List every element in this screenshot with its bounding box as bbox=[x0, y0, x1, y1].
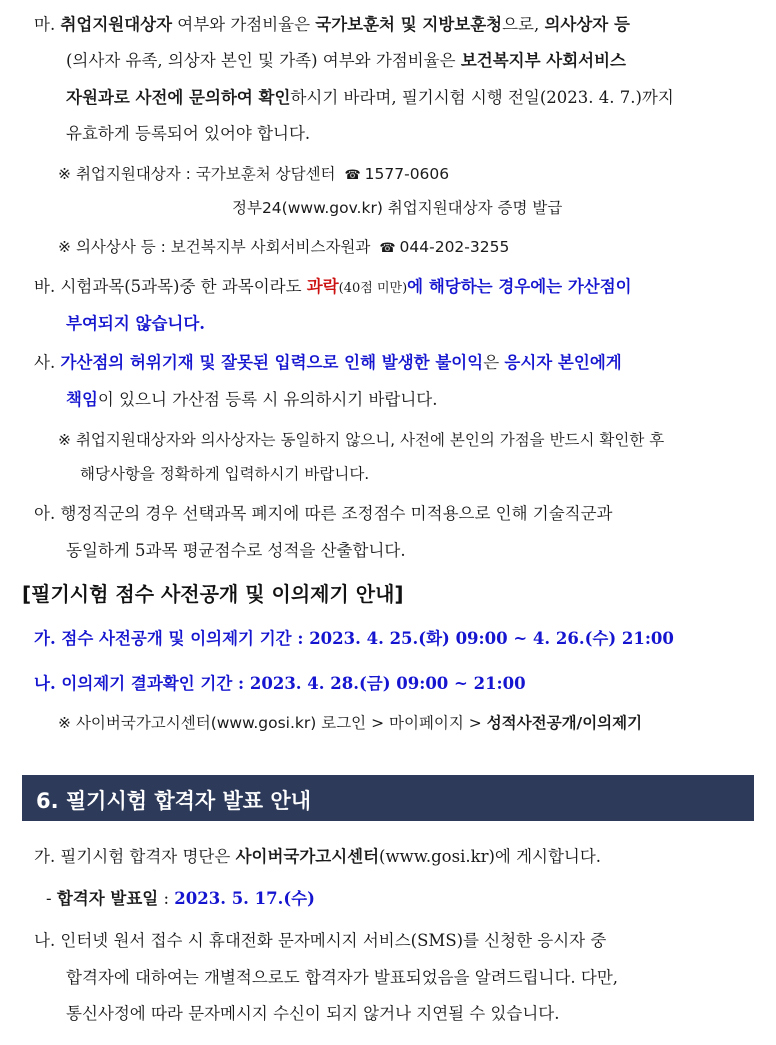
item-marker: 바. bbox=[34, 277, 56, 296]
text-bold: 취업지원대상자 bbox=[60, 15, 173, 34]
announce-na-line2: 합격자에 대하여는 개별적으로도 합격자가 발표되었음을 알려드립니다. 다만, bbox=[66, 968, 619, 987]
text-highlight: 에 해당하는 경우에는 가산점이 bbox=[407, 277, 632, 296]
note-mark: ※ bbox=[58, 238, 71, 256]
announce-ga-line bbox=[34, 846, 601, 868]
note-caution-line1 bbox=[58, 429, 664, 451]
text: 으로, bbox=[502, 15, 545, 34]
item-ma-line3 bbox=[66, 87, 674, 109]
text-bold: 의사상자 등 bbox=[544, 15, 630, 34]
text: : bbox=[158, 889, 175, 908]
text-highlight: 가산점의 허위기재 및 잘못된 입력으로 인해 발생한 불이익 bbox=[60, 353, 484, 372]
note-welfare-line1 bbox=[58, 236, 509, 260]
note-veterans-line1 bbox=[58, 163, 449, 187]
note-veterans-line2: 정부24(www.gov.kr) 취업지원대상자 증명 발급 bbox=[232, 199, 563, 217]
note-mark: ※ bbox=[58, 714, 71, 732]
text: 여부와 가점비율은 bbox=[172, 15, 316, 34]
item-marker: 사. bbox=[34, 353, 56, 372]
item-sa-line1 bbox=[34, 352, 622, 374]
dash: - bbox=[46, 889, 52, 908]
text: 행정직군의 경우 선택과목 폐지에 따른 조정점수 미적용으로 인해 기술직군과 bbox=[60, 504, 613, 523]
text: 의사상사 등 : 보건복지부 사회서비스자원과 bbox=[75, 238, 371, 256]
text-highlight: 과락 bbox=[306, 277, 339, 296]
date-label: 합격자 발표일 bbox=[56, 889, 159, 908]
phone-icon: ☎ bbox=[344, 168, 361, 183]
text: 취업지원대상자 : 국가보훈처 상담센터 bbox=[75, 165, 336, 183]
item-ma-line2 bbox=[66, 50, 626, 72]
note-mark: ※ bbox=[58, 431, 71, 449]
section-heading-score: [필기시험 점수 사전공개 및 이의제기 안내] bbox=[22, 582, 404, 606]
score-note-line bbox=[58, 712, 642, 734]
item-marker: 아. bbox=[34, 504, 56, 523]
item-ba-line1 bbox=[34, 276, 632, 300]
text: 은 bbox=[483, 353, 505, 372]
text-bold: 보건복지부 사회서비스 bbox=[460, 51, 626, 70]
note-mark: ※ bbox=[58, 165, 71, 183]
score-period-line: 가. 점수 사전공개 및 이의제기 기간 : 2023. 4. 25.(화) 09:00 ~ 4. 26.(수) 21:00 bbox=[34, 629, 674, 648]
section-title: 6. 필기시험 합격자 발표 안내 bbox=[36, 789, 311, 813]
text-highlight: 응시자 본인에게 bbox=[504, 353, 622, 372]
item-a-line2: 동일하게 5과목 평균점수로 성적을 산출합니다. bbox=[66, 541, 406, 560]
result-check-line: 나. 이의제기 결과확인 기간 : 2023. 4. 28.(금) 09:00 ~ 21:00 bbox=[34, 674, 526, 693]
phone-number: 1577-0606 bbox=[364, 165, 450, 183]
item-marker: 마. bbox=[34, 15, 56, 34]
item-ma-line1 bbox=[34, 14, 630, 36]
section-banner bbox=[22, 775, 754, 821]
text: 시험과목(5과목)중 한 과목이라도 bbox=[60, 277, 307, 296]
phone-icon: ☎ bbox=[379, 241, 396, 256]
text: 가. 필기시험 합격자 명단은 bbox=[34, 847, 236, 866]
item-sa-line2 bbox=[66, 389, 437, 411]
text: 하시기 바라며, 필기시험 시행 전일(2023. 4. 7.)까지 bbox=[290, 88, 674, 107]
text-bold: 성적사전공개/이의제기 bbox=[486, 714, 643, 732]
text-bold: 자원과로 사전에 문의하여 확인 bbox=[66, 88, 291, 107]
text-bold: 국가보훈처 및 지방보훈청 bbox=[315, 15, 503, 34]
text: 취업지원대상자와 의사상자는 동일하지 않으니, 사전에 본인의 가점을 반드시 확인한 후 bbox=[75, 431, 665, 449]
text: 사이버국가고시센터(www.gosi.kr) 로그인 > 마이페이지 > bbox=[75, 714, 487, 732]
phone-number: 044-202-3255 bbox=[399, 238, 510, 256]
announce-date-line bbox=[46, 888, 315, 910]
text-highlight: 책임 bbox=[66, 390, 98, 409]
item-ba-line2: 부여되지 않습니다. bbox=[66, 314, 206, 333]
item-a-line1 bbox=[34, 503, 612, 525]
note-caution-line2: 해당사항을 정확하게 입력하시기 바랍니다. bbox=[80, 465, 370, 483]
announce-date: 2023. 5. 17.(수) bbox=[174, 889, 315, 908]
text: (www.gosi.kr)에 게시합니다. bbox=[379, 847, 602, 866]
text: (의사자 유족, 의상자 본인 및 가족) 여부와 가점비율은 bbox=[66, 51, 461, 70]
announce-na-line3: 통신사정에 따라 문자메시지 수신이 되지 않거나 지연될 수 있습니다. bbox=[66, 1004, 560, 1023]
item-ma-line4: 유효하게 등록되어 있어야 합니다. bbox=[66, 124, 311, 143]
announce-na-line1: 나. 인터넷 원서 접수 시 휴대전화 문자메시지 서비스(SMS)를 신청한 응시자 중 bbox=[34, 931, 607, 950]
text: 이 있으니 가산점 등록 시 유의하시기 바랍니다. bbox=[97, 390, 438, 409]
text-small: (40점 미만) bbox=[338, 281, 408, 296]
text-bold: 사이버국가고시센터 bbox=[235, 847, 380, 866]
